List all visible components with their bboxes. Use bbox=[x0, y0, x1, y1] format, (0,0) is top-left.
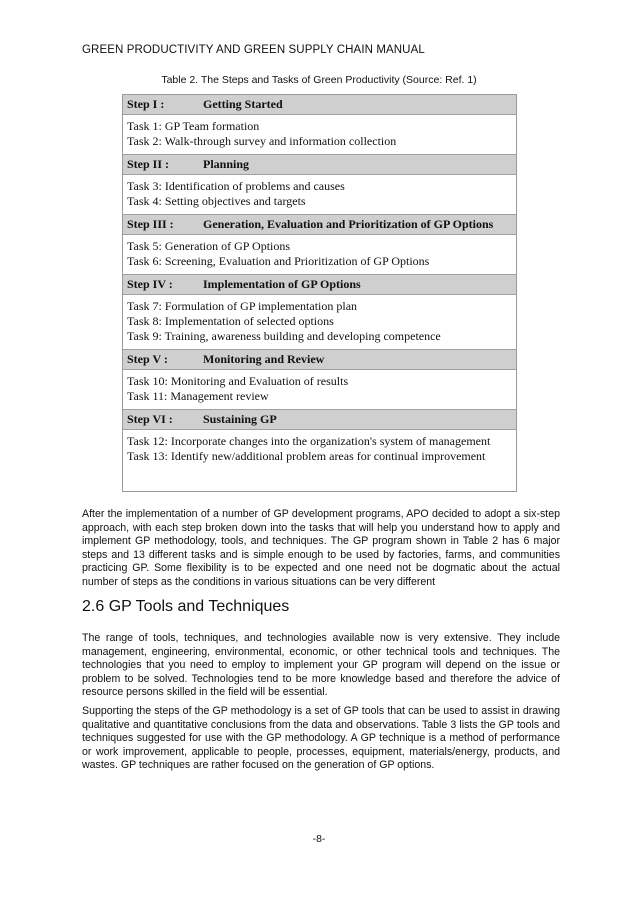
step-number: Step II : bbox=[127, 157, 170, 171]
task-item: Task 10: Monitoring and Evaluation of results bbox=[127, 374, 349, 388]
step-header bbox=[123, 95, 516, 115]
step-header bbox=[123, 274, 516, 295]
paragraph-tools: The range of tools, techniques, and technologies available now is very extensive. They include management, engineering, environmental, economic, or other technical tools and techniques. The technologies that you need to employ to implement your GP program will depend on the issue or problem to be solved. Technologies tend to be more knowledge based and therefore the advice of resource persons skilled in the field will be essential. bbox=[82, 632, 560, 699]
step-number: Step I : bbox=[127, 97, 165, 111]
step-number: Step III : bbox=[127, 217, 174, 231]
step-number: Step VI : bbox=[127, 412, 173, 426]
step-name: Monitoring and Review bbox=[203, 352, 325, 366]
task-item: Task 2: Walk-through survey and information collection bbox=[127, 134, 397, 148]
step-name: Getting Started bbox=[203, 97, 283, 111]
task-item: Task 9: Training, awareness building and developing competence bbox=[127, 329, 441, 343]
table-caption: Table 2. The Steps and Tasks of Green Productivity (Source: Ref. 1) bbox=[161, 74, 477, 86]
step-block bbox=[123, 95, 516, 154]
step-name: Generation, Evaluation and Prioritization of GP Options bbox=[203, 217, 494, 231]
task-list bbox=[123, 430, 516, 469]
task-list bbox=[123, 370, 516, 409]
task-item: Task 1: GP Team formation bbox=[127, 119, 260, 133]
step-name: Planning bbox=[203, 157, 250, 171]
step-block bbox=[123, 409, 516, 469]
task-item: Task 7: Formulation of GP implementation plan bbox=[127, 299, 358, 313]
step-header bbox=[123, 349, 516, 370]
task-item: Task 4: Setting objectives and targets bbox=[127, 194, 306, 208]
task-list bbox=[123, 115, 516, 154]
task-list bbox=[123, 175, 516, 214]
section-heading: 2.6 GP Tools and Techniques bbox=[82, 598, 290, 615]
task-list bbox=[123, 235, 516, 274]
task-item: Task 3: Identification of problems and causes bbox=[127, 179, 345, 193]
step-number: Step IV : bbox=[127, 277, 173, 291]
paragraph-supporting: Supporting the steps of the GP methodology is a set of GP tools that can be used to assist in drawing qualitative and quantitative conclusions from the data and observations. Table 3 lists the GP tools and techniques suggested for use with the GP methodology. A GP technique is a method of performance or work improvement, applicable to people, processes, equipment, materials/energy, products, and wastes. GP techniques are rather focused on the generation of GP options. bbox=[82, 705, 560, 772]
step-name: Implementation of GP Options bbox=[203, 277, 361, 291]
step-block bbox=[123, 349, 516, 409]
task-item: Task 12: Incorporate changes into the organization's system of management bbox=[127, 434, 491, 448]
steps-table bbox=[122, 94, 517, 492]
step-name: Sustaining GP bbox=[203, 412, 277, 426]
task-item: Task 6: Screening, Evaluation and Prioritization of GP Options bbox=[127, 254, 430, 268]
task-item: Task 13: Identify new/additional problem areas for continual improvement bbox=[127, 449, 486, 463]
step-block bbox=[123, 154, 516, 214]
page-number: -8- bbox=[312, 833, 326, 845]
task-item: Task 11: Management review bbox=[127, 389, 269, 403]
step-header bbox=[123, 409, 516, 430]
step-block bbox=[123, 214, 516, 274]
task-item: Task 5: Generation of GP Options bbox=[127, 239, 291, 253]
step-block bbox=[123, 274, 516, 349]
step-header bbox=[123, 154, 516, 175]
step-number: Step V : bbox=[127, 352, 168, 366]
task-list bbox=[123, 295, 516, 349]
paragraph-intro: After the implementation of a number of GP development programs, APO decided to adopt a six-step approach, with each step broken down into the tasks that will help you understand how to apply and implement GP methodology, tools, and techniques. The GP program shown in Table 2 has 6 major steps and 13 different tasks and is simple enough to be used by factories, farms, and communities practicing GP. Some flexibility is to be expected and one need not be dogmatic about the actual number of steps as the conditions in various situations can be very different bbox=[82, 508, 560, 588]
step-header bbox=[123, 214, 516, 235]
running-header: GREEN PRODUCTIVITY AND GREEN SUPPLY CHAIN MANUAL bbox=[82, 44, 425, 56]
task-item: Task 8: Implementation of selected options bbox=[127, 314, 334, 328]
